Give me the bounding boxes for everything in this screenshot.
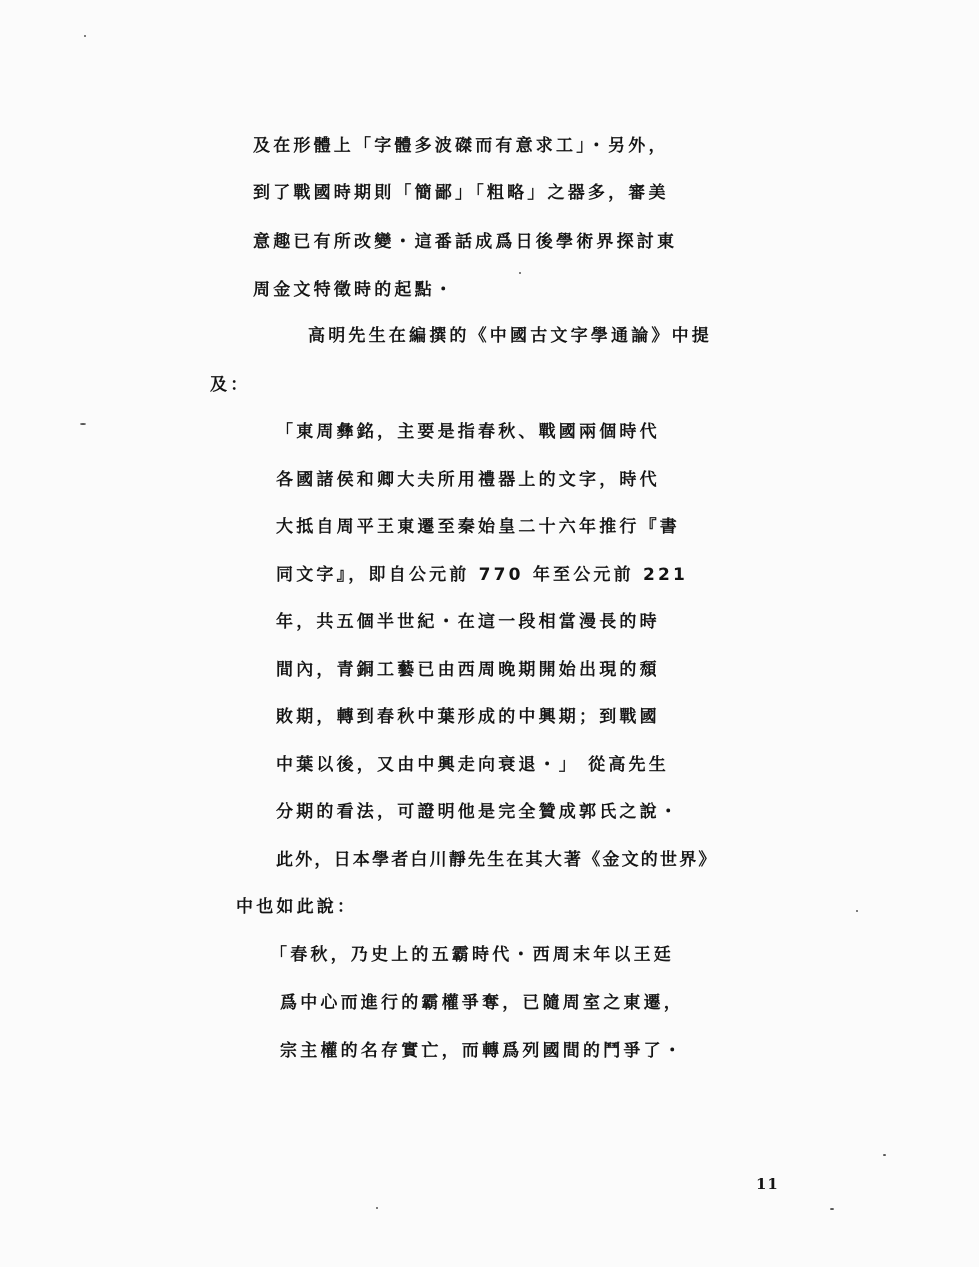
quote2-line-3: 宗主權的名存實亡，而轉爲列國間的鬥爭了・ (280, 1041, 684, 1061)
quote2-line-2: 爲中心而進行的霸權爭奪，已隨周室之東遷， (280, 993, 684, 1013)
quote-line-3: 大抵自周平王東遷至秦始皇二十六年推行『書 (276, 517, 680, 537)
quote-line-8: 中葉以後，又由中興走向衰退・」 從高先生 (276, 755, 669, 775)
scan-speck (883, 1154, 886, 1156)
quote-line-9: 分期的看法，可證明他是完全贊成郭氏之說・ (276, 802, 680, 822)
page-number: 11 (756, 1175, 779, 1193)
text-line-1: 及在形體上「字體多波磔而有意求工」・另外， (253, 136, 669, 156)
scan-speck (80, 423, 86, 425)
scan-speck (84, 35, 86, 37)
scan-speck (376, 1207, 378, 1209)
scan-speck (856, 910, 858, 912)
scan-speck (519, 272, 521, 274)
text-line-3: 意趣已有所改變・這番話成爲日後學術界探討東 (253, 232, 678, 252)
text-line-5: 高明先生在編撰的《中國古文字學通論》中提 (308, 326, 712, 346)
quote-line-4: 同文字』，即自公元前 770 年至公元前 221 (276, 565, 689, 585)
text-line-7: 中也如此說： (236, 897, 358, 917)
scan-speck (830, 1208, 834, 1210)
quote-line-5: 年，共五個半世紀・在這一段相當漫長的時 (276, 612, 660, 632)
text-line-4: 周金文特徵時的起點・ (253, 280, 455, 300)
quote-line-7: 敗期，轉到春秋中葉形成的中興期；到戰國 (276, 707, 660, 727)
quote-line-2: 各國諸侯和卿大夫所用禮器上的文字，時代 (276, 470, 660, 490)
text-line-2: 到了戰國時期則「簡鄙」「粗略」之器多，審美 (253, 183, 669, 203)
quote-line-1: 「東周彝銘，主要是指春秋、戰國兩個時代 (276, 422, 660, 442)
quote-line-10: 此外，日本學者白川靜先生在其大著《金文的世界》 (276, 850, 718, 870)
quote-line-6: 間內，青銅工藝已由西周晚期開始出現的頹 (276, 660, 660, 680)
text-line-6: 及： (210, 375, 251, 395)
quote2-line-1: 「春秋，乃史上的五霸時代・西周末年以王廷 (270, 945, 674, 965)
